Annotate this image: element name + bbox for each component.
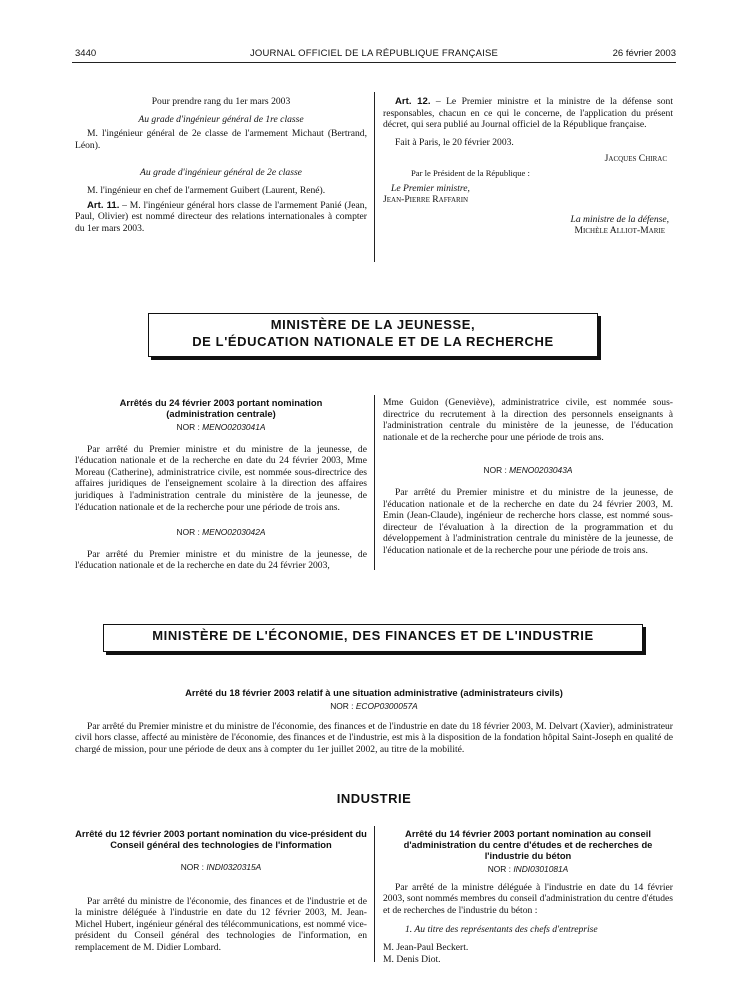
arrete-delvart: Par arrêté du Premier ministre et du ministre de l'économie, des finances et de l'industrie en date du 18 février 2003, M. Delvart (Xavier), administrateur civil hors classe, affecté au ministère de l'économie, des finances et de l'industrie, est mis à la disposition de la fondation hôpital Saint-Joseph en qualité de chargé de mission, pour une période de deux ans à compter du 1er juillet 2002, au titre de la mobilité. [75, 720, 673, 755]
premier-ministre-name: Jean-Pierre Raffarin [383, 194, 469, 206]
article-12-label: Art. 12. [395, 96, 431, 107]
member-beckert: M. Jean-Paul Beckert. [383, 941, 469, 953]
industrie-heading: INDUSTRIE [336, 791, 412, 806]
par-le-president: Par le Président de la République : [411, 167, 530, 178]
ministry-banner-economie [103, 624, 643, 652]
article-11-text: – M. l'ingénieur général hors classe de l'armement Panié (Jean, Paul, Olivier) est nommé directeur des relations internationales à compter du 1er mars 2003. [75, 199, 367, 234]
grade-heading-1: Au grade d'ingénieur général de 1re classe [138, 113, 304, 125]
nor-reference-2 [75, 527, 367, 539]
nor-code: INDI0301081A [513, 864, 569, 874]
arrete-cerib: Par arrêté de la ministre déléguée à l'industrie en date du 14 février 2003, sont nommés membres du conseil d'administration du centre d'études et de recherches de l'industrie du béton : [383, 881, 673, 916]
column-separator-mid [374, 395, 375, 570]
top-right-column [383, 96, 673, 240]
arrete-hubert-title: Arrêté du 12 février 2003 portant nomination du vice-président du Conseil général des technologies de l'information [75, 828, 367, 850]
nomination-guibert: M. l'ingénieur en chef de l'armement Guibert (Laurent, René). [87, 184, 326, 196]
article-12-text: – Le Premier ministre et la ministre de la défense sont responsables, chacun en ce qui le concerne, de l'application du présent décret, qui sera publié au Journal officiel de la République française. [383, 96, 673, 131]
arrete-delvart-title: Arrêté du 18 février 2003 relatif à une situation administrative (administrateurs civils) [185, 687, 563, 698]
nor-code: INDI0320315A [206, 862, 262, 872]
ministre-defense-title: La ministre de la défense, [570, 213, 669, 225]
column-separator-top [374, 92, 375, 262]
article-11 [75, 200, 367, 235]
nomination-michaut: M. l'ingénieur général de 2e classe de l'armement Michaut (Bertrand, Léon). [75, 128, 367, 151]
arrete-hubert: Par arrêté du ministre de l'économie, des finances et de l'industrie et de la ministre déléguée à l'industrie en date du 12 février 2003, M. Jean-Michel Hubert, ingénieur général des télécommunications, est nommé vice-président du Conseil général des technologies de l'information, en remplacement de M. Didier Lombard. [75, 895, 367, 953]
nor-code: MENO0203042A [202, 527, 266, 538]
chefs-entreprise-heading: 1. Au titre des représentants des chefs d'entreprise [405, 924, 598, 936]
education-left-column [75, 397, 367, 575]
ministry-banner-line-2: DE L'ÉDUCATION NATIONALE ET DE LA RECHERCHE [192, 334, 554, 349]
rang-line: Pour prendre rang du 1er mars 2003 [151, 96, 291, 107]
nor-reference-eco [75, 701, 673, 713]
arrete-guidon-start: Par arrêté du Premier ministre et du ministre de la jeunesse, de l'éducation nationale et de la recherche en date du 24 février 2003, [75, 548, 367, 572]
nor-reference-1 [75, 422, 367, 434]
signature-chirac: Jacques Chirac [604, 153, 667, 165]
nor-reference-hubert [75, 862, 367, 874]
article-12 [383, 96, 673, 131]
nor-label: NOR : [487, 864, 514, 874]
fait-a-paris: Fait à Paris, le 20 février 2003. [395, 136, 514, 148]
article-11-label: Art. 11. [87, 199, 120, 211]
arrete-guidon-end: Mme Guidon (Geneviève), administratrice civile, est nommée sous-directrice du recrutement à la direction des personnels enseignants à l'administration centrale du ministère de la jeunesse, de l'éducation nationale et de la recherche pour une période de trois ans. [383, 397, 673, 443]
nor-code: MENO0203043A [509, 465, 573, 476]
top-left-column [75, 96, 367, 237]
ministry-banner-education [148, 313, 598, 357]
header-rule [72, 62, 676, 63]
industrie-right-column [383, 828, 673, 968]
page-number: 3440 [75, 48, 97, 59]
grade-heading-2: Au grade d'ingénieur général de 2e classe [140, 167, 302, 179]
nor-code: ECOP0300057A [355, 701, 418, 711]
nor-label: NOR : [176, 527, 203, 538]
arrete-moreau: Par arrêté du Premier ministre et du ministre de la jeunesse, de l'éducation nationale et de la recherche en date du 24 février 2003, Mme Moreau (Catherine), administratrice civile, est nommée sous-directrice des affaires juridiques de l'enseignement scolaire à la direction des affaires juridiques à l'administration centrale du ministère de la jeunesse, de l'éducation nationale et de la recherche pour une période de trois ans. [75, 443, 367, 513]
member-diot: M. Denis Diot. [383, 953, 441, 965]
ministre-defense-name: Michèle Alliot-Marie [574, 225, 665, 237]
arrete-cerib-title: Arrêté du 14 février 2003 portant nomination au conseil d'administration du centre d'études et de recherches de l'industrie du béton [403, 828, 653, 861]
premier-ministre-title: Le Premier ministre, [391, 182, 470, 194]
column-separator-industrie [374, 826, 375, 962]
ministry-banner-economie-line: MINISTÈRE DE L'ÉCONOMIE, DES FINANCES ET DE L'INDUSTRIE [152, 628, 594, 643]
nor-label: NOR : [180, 862, 207, 872]
nor-label: NOR : [330, 701, 356, 711]
arrete-emin: Par arrêté du Premier ministre et du ministre de la jeunesse, de l'éducation nationale et de la recherche en date du 24 février 2003, M. Emin (Jean-Claude), ingénieur de recherche hors classe, est nommé sous-directeur de l'évaluation à la direction de la programmation et du développement à l'administration centrale du ministère de la jeunesse, de l'éducation nationale et de la recherche pour une période de trois ans. [383, 486, 673, 556]
nor-label: NOR : [483, 465, 510, 476]
economie-section [75, 687, 673, 758]
nor-code: MENO0203041A [202, 422, 266, 432]
education-right-column [383, 397, 673, 560]
nor-label: NOR : [176, 422, 203, 432]
issue-date: 26 février 2003 [612, 48, 676, 59]
ministry-banner-line-1: MINISTÈRE DE LA JEUNESSE, [270, 317, 476, 332]
journal-title: JOURNAL OFFICIEL DE LA RÉPUBLIQUE FRANÇAISE [249, 48, 499, 59]
nor-reference-3 [383, 465, 673, 477]
nor-reference-cerib [383, 864, 673, 876]
industrie-left-column [75, 828, 367, 957]
education-arretes-title: Arrêtés du 24 février 2003 portant nomination (administration centrale) [119, 397, 323, 419]
